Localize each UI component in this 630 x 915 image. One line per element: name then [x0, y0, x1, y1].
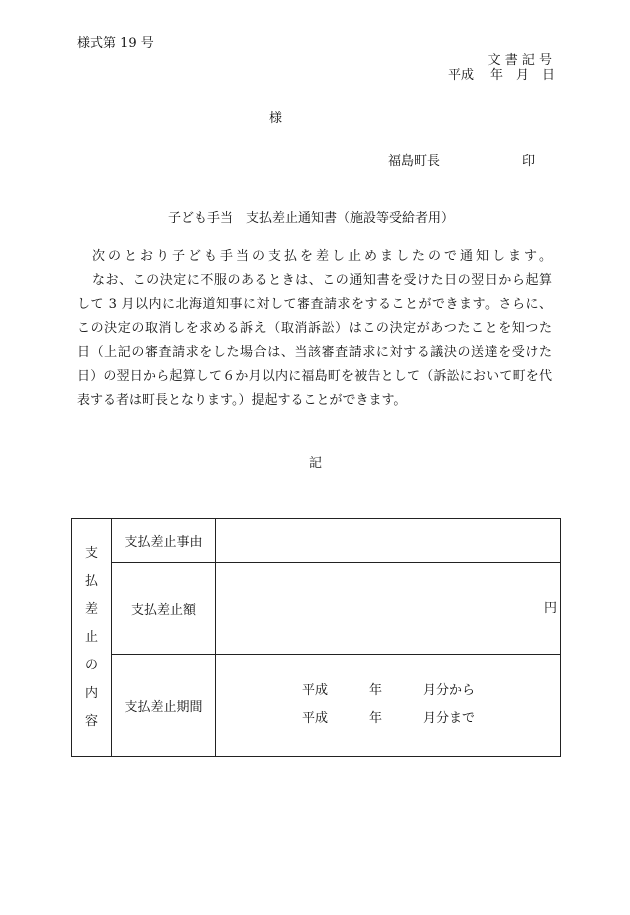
side-heading-char: 止	[84, 629, 98, 645]
form-number: 様式第 19 号	[77, 36, 154, 51]
reason-label: 支払差止事由	[112, 519, 216, 563]
period-from-year: 年	[369, 683, 383, 698]
amount-unit: 円	[544, 601, 558, 616]
ki-heading: 記	[309, 456, 323, 471]
notice-body	[77, 249, 552, 417]
body-line: して 3 月以内に北海道知事に対して審査請求をすることができます。さらに、	[77, 297, 552, 312]
date-month: 月	[516, 68, 530, 83]
body-line: この決定の取消しを求める訴え（取消訴訟）はこの決定があつたことを知つた	[77, 321, 552, 336]
amount-label: 支払差止額	[112, 563, 216, 655]
side-heading-char: の	[84, 657, 98, 673]
side-heading	[72, 519, 112, 757]
period-label: 支払差止期間	[112, 655, 216, 757]
amount-value-cell[interactable]	[216, 563, 561, 655]
period-value-cell[interactable]	[216, 655, 561, 757]
side-heading-char: 払	[84, 573, 98, 589]
recipient-honorific: 様	[269, 111, 283, 126]
body-line: なお、この決定に不服のあるときは、この通知書を受けた日の翌日から起算	[92, 273, 552, 288]
date-year: 年	[490, 68, 504, 83]
period-to-year: 年	[369, 711, 383, 726]
body-line: 表する者は町長となります。）提起することができます。	[77, 393, 407, 408]
document-title: 子ども手当 支払差止通知書（施設等受給者用）	[168, 211, 455, 226]
document-code: 文 書 記 号	[487, 53, 552, 68]
period-from-suffix: 月分から	[423, 683, 476, 698]
period-to-era: 平成	[302, 711, 329, 726]
reason-value-cell[interactable]	[216, 519, 561, 563]
body-line: 日（上記の審査請求をした場合は、当該審査請求に対する議決の送達を受けた	[77, 345, 552, 360]
date-era: 平成	[448, 68, 475, 83]
side-heading-char: 差	[84, 601, 98, 617]
side-heading-char: 内	[84, 685, 98, 701]
body-line: 次のとおり子ども手当の支払を差し止めましたので通知します。	[92, 249, 552, 264]
seal-mark: 印	[522, 154, 536, 169]
period-from-era: 平成	[302, 683, 329, 698]
date-day: 日	[542, 68, 556, 83]
body-line: 日）の翌日から起算して６か月以内に福島町を被告として（訴訟において町を代	[77, 369, 552, 384]
suspension-details-table	[71, 518, 561, 757]
period-to-suffix: 月分まで	[423, 711, 476, 726]
sender-name: 福島町長	[388, 154, 441, 169]
side-heading-char: 容	[84, 713, 98, 729]
side-heading-char: 支	[84, 545, 98, 561]
